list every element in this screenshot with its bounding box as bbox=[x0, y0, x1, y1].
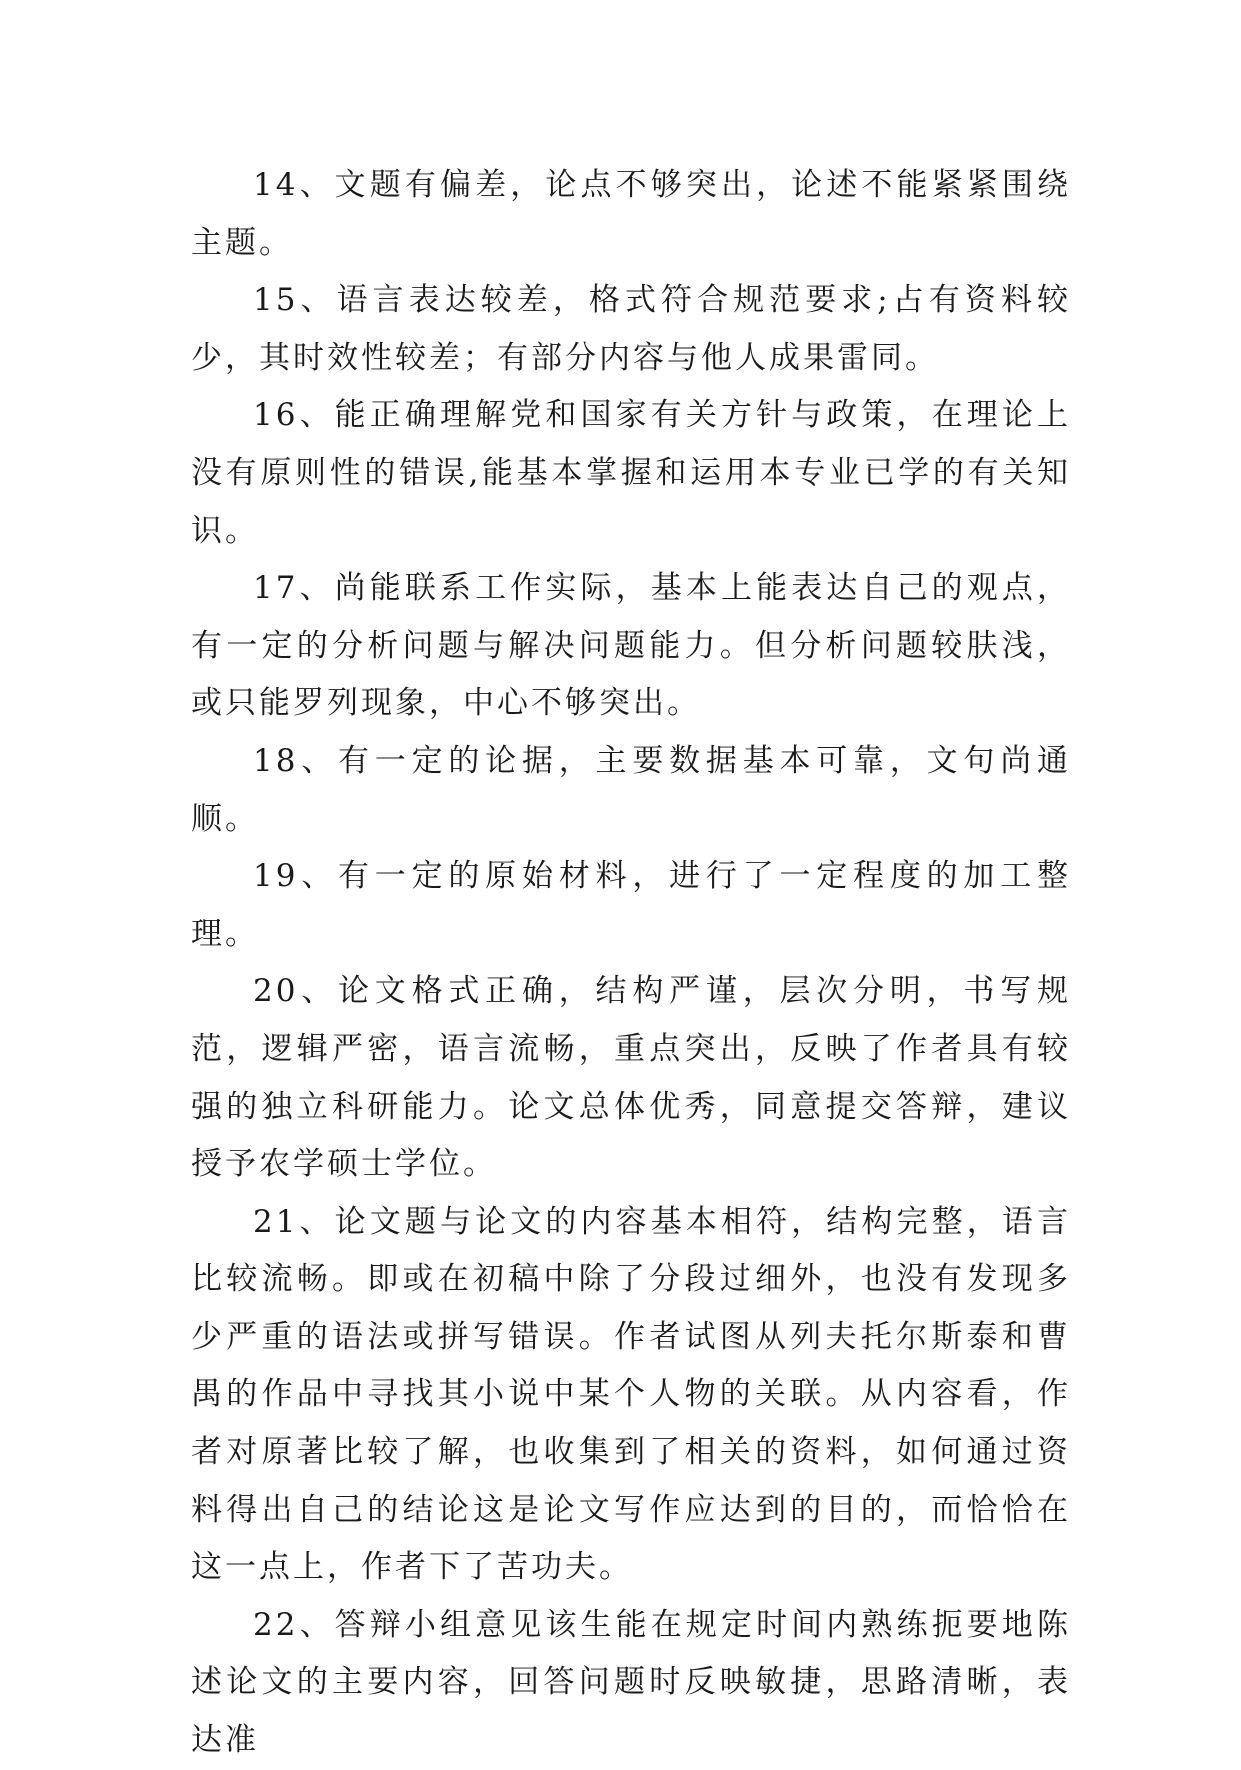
paragraph-17: 17、尚能联系工作实际，基本上能表达自己的观点，有一定的分析问题与解决问题能力。但分析问题较肤浅，或只能罗列现象，中心不够突出。 bbox=[191, 570, 1071, 722]
paragraph-19: 19、有一定的原始材料，进行了一定程度的加工整理。 bbox=[191, 858, 1071, 952]
paragraph-16: 16、能正确理解党和国家有关方针与政策，在理论上没有原则性的错误,能基本掌握和运用本专业已学的有关知识。 bbox=[191, 397, 1071, 549]
paragraph-15: 15、语言表达较差，格式符合规范要求;占有资料较少，其时效性较差；有部分内容与他人成果雷同。 bbox=[191, 282, 1071, 376]
paragraph-18: 18、有一定的论据，主要数据基本可靠，文句尚通顺。 bbox=[191, 742, 1071, 837]
paragraph-21: 21、论文题与论文的内容基本相符，结构完整，语言比较流畅。即或在初稿中除了分段过细外，也没有发现多少严重的语法或拼写错误。作者试图从列夫托尔斯泰和曹禺的作品中寻找其小说中某个人物的关联。从内容看，作者对原著比较了解，也收集到了相关的资料，如何通过资料得出自己的结论这是论文写作应达到的目的，而恰恰在这一点上，作者下了苦功夫。 bbox=[191, 1203, 1071, 1586]
paragraph-14: 14、文题有偏差，论点不够突出，论述不能紧紧围绕主题。 bbox=[191, 167, 1071, 261]
document-body bbox=[191, 157, 1071, 1770]
paragraph-22: 22、答辩小组意见该生能在规定时间内熟练扼要地陈述论文的主要内容，回答问题时反映敏捷，思路清晰，表达准 bbox=[191, 1606, 1071, 1759]
paragraph-20: 20、论文格式正确，结构严谨，层次分明，书写规范，逻辑严密，语言流畅，重点突出，反映了作者具有较强的独立科研能力。论文总体优秀，同意提交答辩，建议授予农学硕士学位。 bbox=[191, 973, 1071, 1183]
